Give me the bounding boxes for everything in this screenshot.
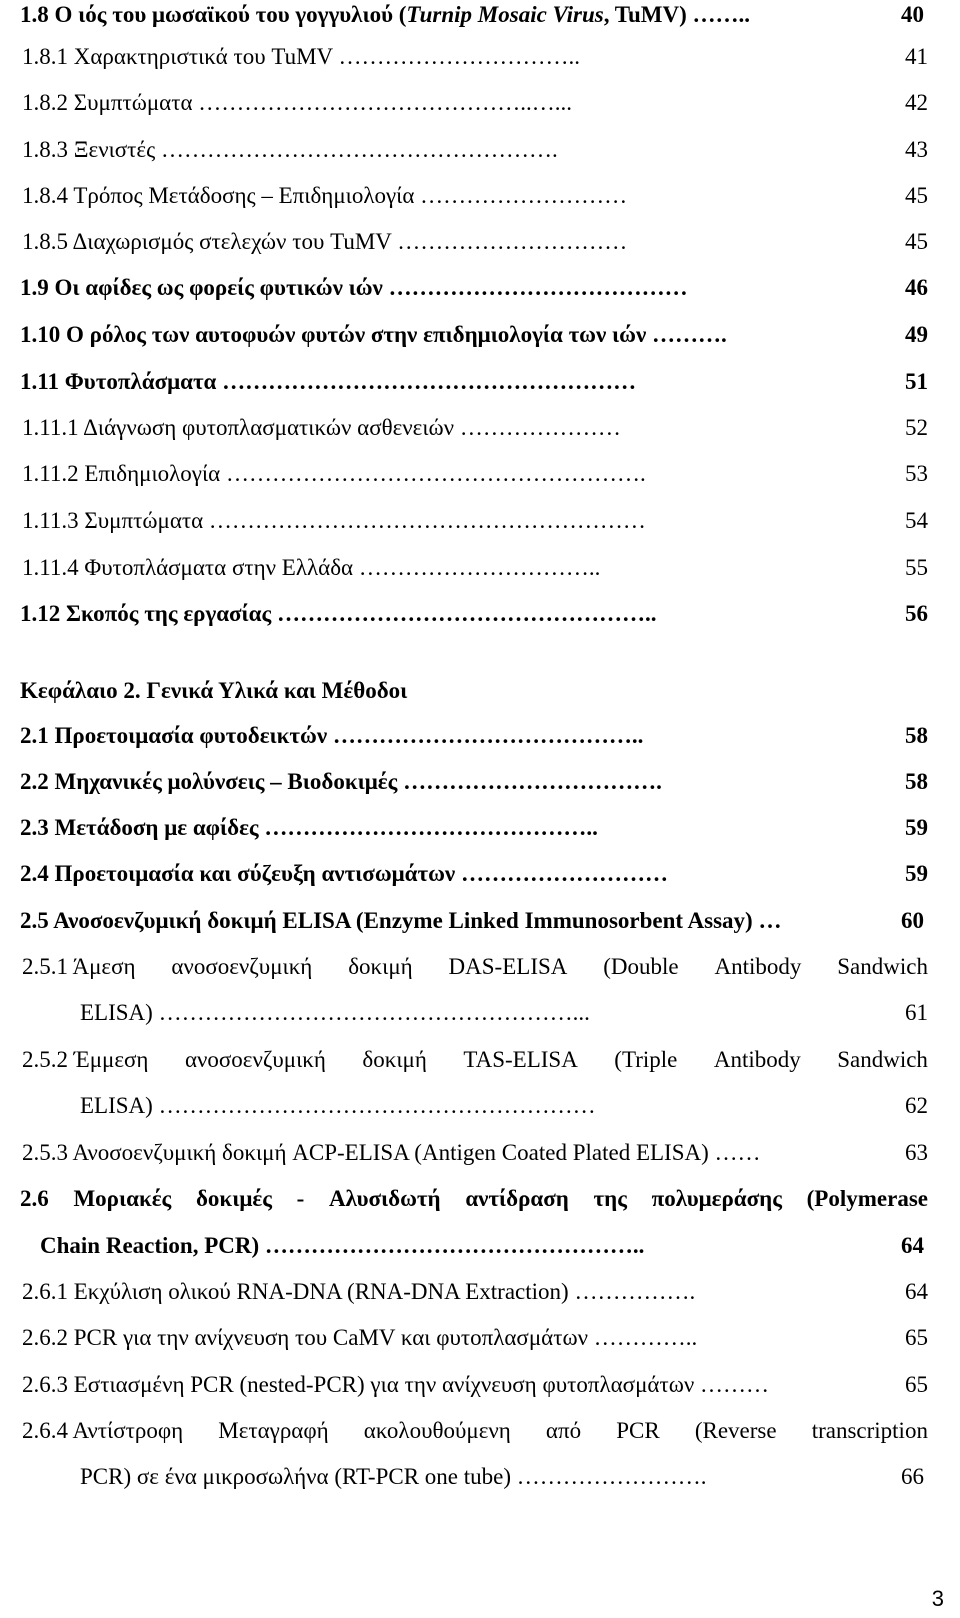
entry-label: 2.5 Ανοσοενζυμική δοκιμή ELISA (Enzyme Linked Immunosorbent Assay) — [20, 908, 753, 933]
entry-word: πολυμεράσης — [651, 1186, 782, 1211]
toc-entry — [22, 506, 646, 536]
dot-leader: … — [752, 908, 782, 933]
page-number-ref: 53 — [905, 461, 928, 486]
page-number-ref: 64 — [905, 1279, 928, 1304]
toc-entry — [22, 553, 600, 583]
dot-leader: ……………………. — [511, 1464, 707, 1489]
dot-leader: ………………………………………….. — [259, 1233, 645, 1258]
dot-leader: ………………………………………………... — [152, 1000, 590, 1025]
entry-label: 2.1 Προετοιμασία φυτοδεικτών — [20, 723, 328, 748]
page-number-ref: 55 — [905, 555, 928, 580]
dot-leader: ………………………………………………. — [220, 461, 646, 486]
dot-leader: ……………………………………………… — [216, 369, 637, 394]
toc-entry — [20, 906, 781, 936]
entry-word: DAS-ELISA — [448, 954, 568, 979]
page-number-ref: 59 — [905, 815, 928, 840]
page-number-ref: 59 — [905, 861, 928, 886]
dot-leader: ………………………… — [391, 229, 628, 254]
page-number-ref: 49 — [905, 322, 928, 347]
entry-word: Μοριακές — [73, 1186, 172, 1211]
entry-word: από — [545, 1418, 582, 1443]
entry-word: (Double — [603, 954, 679, 979]
toc-entry-line1 — [20, 1184, 928, 1214]
page-number-ref: 60 — [901, 908, 924, 933]
toc-entry-line2 — [80, 998, 590, 1028]
page-number-ref: 64 — [901, 1233, 924, 1258]
page-number-ref: 42 — [905, 90, 928, 115]
page-number-ref: 46 — [905, 275, 928, 300]
page-number-ref: 65 — [905, 1372, 928, 1397]
toc-entry-line2 — [80, 1462, 707, 1492]
toc-entry-line2 — [40, 1231, 644, 1261]
entry-label-italic: Turnip Mosaic Virus — [406, 2, 604, 27]
entry-label: 1.12 Σκοπός της εργασίας — [20, 601, 272, 626]
entry-label: 2.3 Μετάδοση με αφίδες — [20, 815, 259, 840]
entry-label: 1.9 Οι αφίδες ως φορείς φυτικών ιών — [20, 275, 383, 300]
entry-word: 2.6 — [20, 1186, 49, 1211]
toc-entry — [22, 1138, 761, 1168]
entry-label: 1.11.4 Φυτοπλάσματα στην Ελλάδα — [22, 555, 354, 580]
toc-entry — [20, 813, 598, 843]
dot-leader: ………………………………….. — [327, 723, 644, 748]
dot-leader: ……………………………………………. — [155, 137, 558, 162]
entry-label: 2.6.3 Εστιασμένη PCR (nested-PCR) για την ανίχνευση φυτοπλασμάτων — [22, 1372, 695, 1397]
entry-label: 1.8 Ο ιός του μωσαϊκού του γογγυλιού ( — [20, 2, 407, 27]
entry-word: Sandwich — [837, 1047, 928, 1072]
toc-entry — [22, 1323, 697, 1353]
toc-entry — [22, 42, 580, 72]
entry-word: PCR — [616, 1418, 660, 1443]
entry-label: 2.4 Προετοιμασία και σύζευξη αντισωμάτων — [20, 861, 456, 886]
page-number-ref: 43 — [905, 137, 928, 162]
toc-entry-line1 — [22, 1416, 928, 1446]
entry-word: της — [593, 1186, 627, 1211]
entry-label: 2.6.1 Εκχύλιση ολικού RNA-DNA (RNA-DNA Extraction) — [22, 1279, 569, 1304]
entry-word: αντίδραση — [465, 1186, 569, 1211]
entry-label: 2.5.3 Ανοσοενζυμική δοκιμή ACP-ELISA (Antigen Coated Plated ELISA) — [22, 1140, 709, 1165]
entry-word: ακολουθούμενη — [363, 1418, 511, 1443]
dot-leader: ……………………… — [414, 183, 628, 208]
entry-label: ELISA) — [80, 1093, 153, 1118]
entry-word: Antibody — [713, 1047, 801, 1072]
entry-label: ELISA) — [80, 1000, 153, 1025]
dot-leader: …………………………………….. — [258, 815, 598, 840]
dot-leader: …… — [708, 1140, 761, 1165]
page-number-ref: 61 — [905, 1000, 928, 1025]
page-number-ref: 63 — [905, 1140, 928, 1165]
entry-label: 2.2 Μηχανικές μολύνσεις – Βιοδοκιμές — [20, 769, 398, 794]
page-number-ref: 51 — [905, 369, 928, 394]
dot-leader: ……… — [694, 1372, 769, 1397]
toc-entry — [20, 0, 750, 30]
dot-leader: ………………………….. — [353, 555, 601, 580]
toc-entry — [20, 320, 727, 350]
page-number-ref: 62 — [905, 1093, 928, 1118]
dot-leader: ……………………………. — [397, 769, 662, 794]
entry-word: Sandwich — [837, 954, 928, 979]
entry-word: Μεταγραφή — [218, 1418, 329, 1443]
dot-leader: ……………………………………..…... — [192, 90, 573, 115]
chapter-heading: Κεφάλαιο 2. Γενικά Υλικά και Μέθοδοι — [20, 678, 408, 703]
toc-entry — [20, 367, 636, 397]
entry-label: Chain Reaction, PCR) — [40, 1233, 260, 1258]
toc-entry — [22, 88, 572, 118]
entry-word: δοκιμή — [348, 954, 413, 979]
page-number-ref: 40 — [901, 2, 924, 27]
dot-leader: ………………… — [454, 415, 621, 440]
toc-entry-line1 — [22, 1045, 928, 1075]
entry-label: 2.6.2 PCR για την ανίχνευση του CaMV και φυτοπλασμάτων — [22, 1325, 588, 1350]
toc-entry — [22, 1277, 695, 1307]
toc-entry — [22, 413, 621, 443]
page-number-ref: 45 — [905, 183, 928, 208]
dot-leader: ………………………………………………… — [152, 1093, 596, 1118]
toc-entry — [20, 599, 656, 629]
entry-word: transcription — [811, 1418, 928, 1443]
dot-leader: ………………………………………….. — [271, 601, 657, 626]
toc-entry — [22, 135, 558, 165]
dot-leader: ………………………………… — [382, 275, 688, 300]
toc-entry — [20, 721, 643, 751]
entry-label-suffix: , TuMV) — [603, 2, 687, 27]
page-number-ref: 54 — [905, 508, 928, 533]
entry-label: 1.10 Ο ρόλος των αυτοφυών φυτών στην επιδημιολογία των ιών — [20, 322, 647, 347]
page-number-ref: 58 — [905, 769, 928, 794]
entry-word: (Polymerase — [806, 1186, 928, 1211]
entry-label: 1.11.3 Συμπτώματα — [22, 508, 204, 533]
toc-entry — [20, 767, 662, 797]
toc-entry — [22, 181, 627, 211]
toc-entry — [22, 459, 646, 489]
entry-word: δοκιμές — [195, 1186, 272, 1211]
page-number-ref: 58 — [905, 723, 928, 748]
entry-label: 1.11 Φυτοπλάσματα — [20, 369, 217, 394]
dot-leader: ……………………… — [455, 861, 668, 886]
page-number-ref: 41 — [905, 44, 928, 69]
toc-entry — [20, 273, 688, 303]
entry-label: 1.8.5 Διαχωρισμός στελεχών του TuMV — [22, 229, 392, 254]
toc-entry-line2 — [80, 1091, 596, 1121]
dot-leader: ……………. — [568, 1279, 696, 1304]
entry-label: 1.8.2 Συμπτώματα — [22, 90, 193, 115]
toc-entry — [22, 227, 627, 257]
entry-label: 1.8.3 Ξενιστές — [22, 137, 156, 162]
entry-word: (Reverse — [694, 1418, 777, 1443]
entry-label: 1.11.2 Επιδημιολογία — [22, 461, 221, 486]
entry-word: ανοσοενζυμική — [184, 1047, 326, 1072]
entry-word: δοκιμή — [362, 1047, 427, 1072]
entry-label: 1.11.1 Διάγνωση φυτοπλασματικών ασθενειών — [22, 415, 455, 440]
entry-label: PCR) σε ένα μικροσωλήνα (RT-PCR one tube) — [80, 1464, 512, 1489]
page-number-ref: 56 — [905, 601, 928, 626]
toc-entry — [22, 1370, 769, 1400]
page-number-ref: 66 — [901, 1464, 924, 1489]
entry-label: 1.8.1 Χαρακτηριστικά του TuMV — [22, 44, 333, 69]
toc-entry-line1 — [22, 952, 928, 982]
page-number-ref: 65 — [905, 1325, 928, 1350]
page-number-ref: 52 — [905, 415, 928, 440]
dot-leader: ………………………….. — [332, 44, 580, 69]
entry-word: 2.5.1 Άμεση — [22, 954, 136, 979]
dot-leader: …….. — [686, 2, 751, 27]
dot-leader: ………. — [646, 322, 727, 347]
entry-word: (Triple — [614, 1047, 678, 1072]
entry-word: ανοσοενζυμική — [171, 954, 313, 979]
toc-entry — [20, 859, 668, 889]
dot-leader: ………………………………………………… — [203, 508, 646, 533]
entry-word: Antibody — [714, 954, 802, 979]
entry-word: 2.5.2 Έμμεση — [22, 1047, 149, 1072]
page-number-ref: 45 — [905, 229, 928, 254]
entry-word: - — [296, 1186, 305, 1211]
entry-label: 1.8.4 Τρόπος Μετάδοσης – Επιδημιολογία — [22, 183, 415, 208]
entry-word: 2.6.4 Αντίστροφη — [22, 1418, 184, 1443]
dot-leader: ………….. — [588, 1325, 698, 1350]
page-number: 3 — [931, 1586, 944, 1611]
entry-word: Αλυσιδωτή — [329, 1186, 441, 1211]
entry-word: TAS-ELISA — [463, 1047, 578, 1072]
